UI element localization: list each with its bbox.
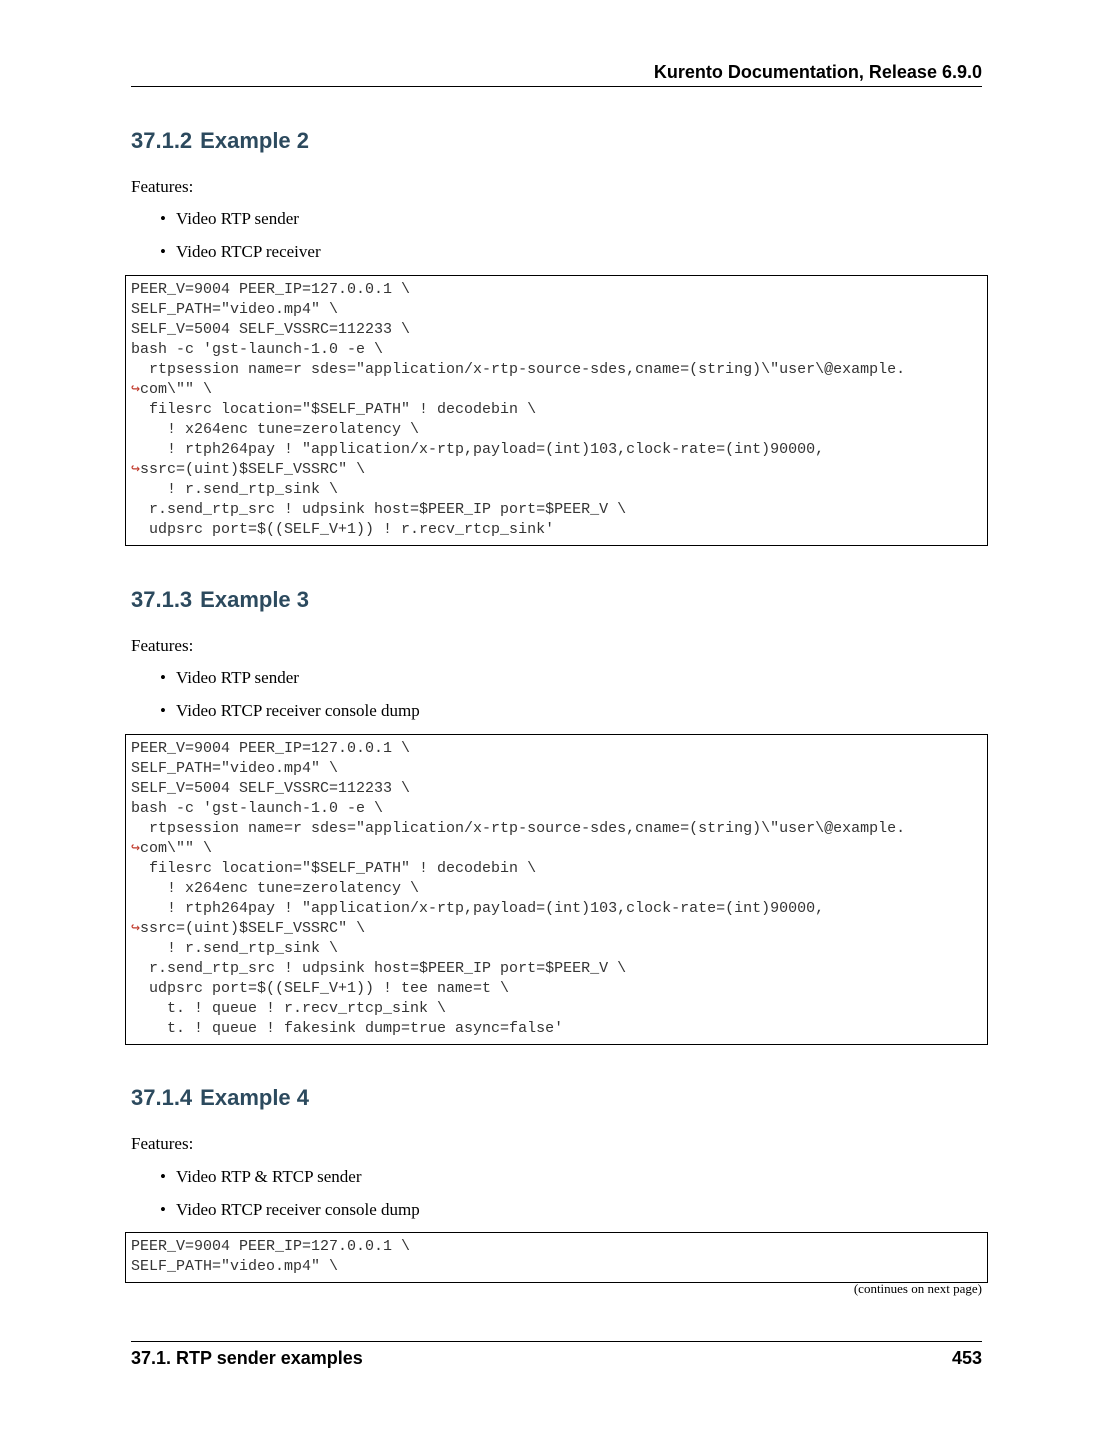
section-number: 37.1.2: [131, 128, 193, 153]
line-continuation-icon: ↪: [131, 381, 141, 398]
list-item-text: Video RTCP receiver console dump: [176, 701, 420, 720]
feature-list: [131, 668, 420, 734]
code-line: ! rtph264pay ! "application/x-rtp,payload=(int)103,clock-rate=(int)90000,: [131, 900, 825, 917]
code-line: ! r.send_rtp_sink \: [131, 481, 339, 498]
features-label: Features:: [131, 177, 194, 196]
code-line: SELF_PATH="video.mp4" \: [131, 1258, 339, 1275]
code-line: rtpsession name=r sdes="application/x-rtp-source-sdes,cname=(string)\"user\@example.: [131, 361, 906, 378]
code-block: [125, 734, 988, 1045]
page-footer: [131, 1341, 982, 1369]
code-line: com\"" \: [140, 381, 213, 398]
list-item: [131, 701, 420, 734]
continues-note: (continues on next page): [853, 1281, 982, 1296]
code-line: filesrc location="$SELF_PATH" ! decodebin \: [131, 401, 537, 418]
code-line: udpsrc port=$((SELF_V+1)) ! tee name=t \: [131, 980, 510, 997]
list-item-text: Video RTP sender: [176, 668, 299, 687]
list-item-text: Video RTP sender: [176, 209, 299, 228]
code-line: ! r.send_rtp_sink \: [131, 940, 339, 957]
code-line: ! rtph264pay ! "application/x-rtp,payload=(int)103,clock-rate=(int)90000,: [131, 441, 825, 458]
code-line: SELF_PATH="video.mp4" \: [131, 760, 339, 777]
code-line: PEER_V=9004 PEER_IP=127.0.0.1 \: [131, 740, 411, 757]
code-line: t. ! queue ! fakesink dump=true async=false': [131, 1020, 564, 1037]
code-line: bash -c 'gst-launch-1.0 -e \: [131, 341, 384, 358]
list-item: [131, 668, 420, 701]
list-item: [131, 209, 321, 242]
code-line: r.send_rtp_src ! udpsink host=$PEER_IP port=$PEER_V \: [131, 501, 627, 518]
footer-section: 37.1. RTP sender examples: [131, 1348, 363, 1368]
list-item-text: Video RTCP receiver: [176, 242, 321, 261]
bullet-icon: •: [160, 209, 166, 228]
features-label: Features:: [131, 636, 194, 655]
section-title-example-4: [131, 1085, 309, 1111]
bullet-icon: •: [160, 701, 166, 720]
feature-list: [131, 209, 321, 275]
features-label: Features:: [131, 1134, 194, 1153]
code-line: rtpsession name=r sdes="application/x-rtp-source-sdes,cname=(string)\"user\@example.: [131, 820, 906, 837]
section-heading: Example 3: [200, 587, 310, 612]
bullet-icon: •: [160, 668, 166, 687]
code-block: [125, 1232, 988, 1283]
code-line: t. ! queue ! r.recv_rtcp_sink \: [131, 1000, 447, 1017]
code-line: bash -c 'gst-launch-1.0 -e \: [131, 800, 384, 817]
code-line: com\"" \: [140, 840, 213, 857]
section-heading: Example 2: [200, 128, 310, 153]
code-line: ssrc=(uint)$SELF_VSSRC" \: [140, 920, 366, 937]
section-number: 37.1.3: [131, 587, 193, 612]
line-continuation-icon: ↪: [131, 461, 141, 478]
line-continuation-icon: ↪: [131, 840, 141, 857]
bullet-icon: •: [160, 1200, 166, 1219]
section-number: 37.1.4: [131, 1085, 193, 1110]
code-line: filesrc location="$SELF_PATH" ! decodebin \: [131, 860, 537, 877]
list-item-text: Video RTP & RTCP sender: [176, 1167, 362, 1186]
list-item: [131, 1167, 420, 1200]
list-item: [131, 242, 321, 275]
document-title: Kurento Documentation, Release 6.9.0: [653, 62, 982, 82]
code-line: PEER_V=9004 PEER_IP=127.0.0.1 \: [131, 1238, 411, 1255]
code-block: [125, 275, 988, 546]
bullet-icon: •: [160, 1167, 166, 1186]
code-line: ssrc=(uint)$SELF_VSSRC" \: [140, 461, 366, 478]
section-title-example-3: [131, 587, 309, 613]
section-title-example-2: [131, 128, 309, 154]
bullet-icon: •: [160, 242, 166, 261]
feature-list: [131, 1167, 420, 1233]
code-line: SELF_V=5004 SELF_VSSRC=112233 \: [131, 321, 411, 338]
page-header: [131, 62, 982, 87]
section-heading: Example 4: [200, 1085, 310, 1110]
code-line: SELF_PATH="video.mp4" \: [131, 301, 339, 318]
code-line: r.send_rtp_src ! udpsink host=$PEER_IP port=$PEER_V \: [131, 960, 627, 977]
page-number: 453: [951, 1348, 982, 1368]
list-item: [131, 1200, 420, 1233]
code-line: udpsrc port=$((SELF_V+1)) ! r.recv_rtcp_sink': [131, 521, 555, 538]
code-line: PEER_V=9004 PEER_IP=127.0.0.1 \: [131, 281, 411, 298]
code-line: ! x264enc tune=zerolatency \: [131, 880, 420, 897]
line-continuation-icon: ↪: [131, 920, 141, 937]
list-item-text: Video RTCP receiver console dump: [176, 1200, 420, 1219]
code-line: SELF_V=5004 SELF_VSSRC=112233 \: [131, 780, 411, 797]
code-line: ! x264enc tune=zerolatency \: [131, 421, 420, 438]
